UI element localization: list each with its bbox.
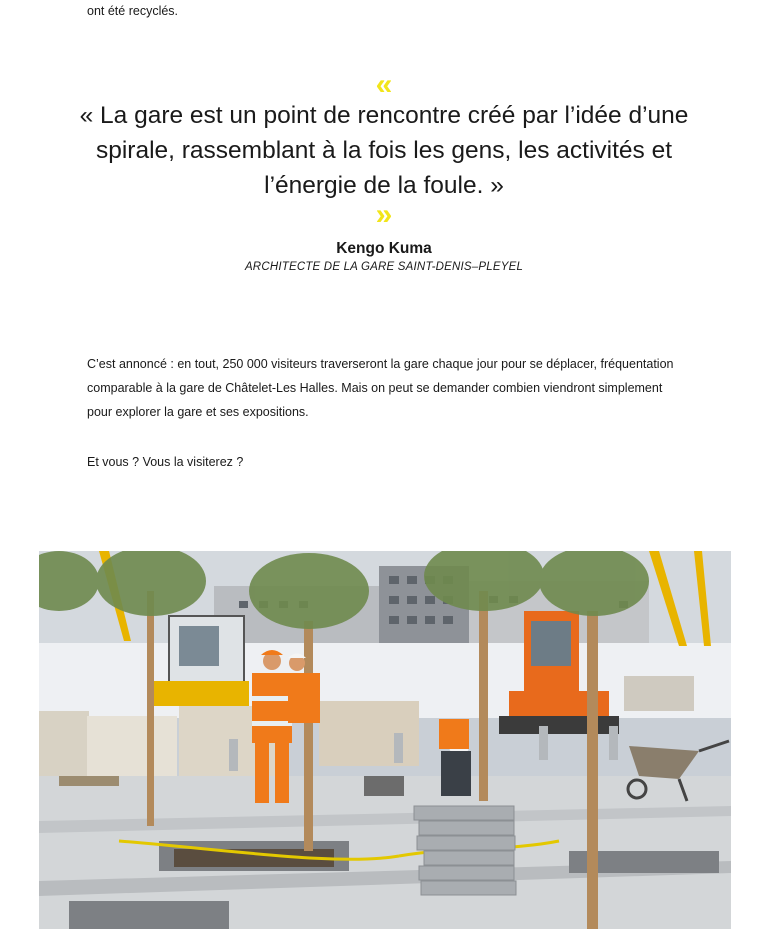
close-quote-mark: » [375, 198, 393, 231]
body-paragraph: C’est annoncé : en tout, 250 000 visiteurs traverseront la gare chaque jour pour se déplacer, fréquentation comparable à la gare de Châtelet-Les Halles. Mais on peut se demander combien viendront simplement pour explorer la gare et ses expositions. [87, 357, 674, 419]
quote-author-role: ARCHITECTE DE LA GARE SAINT-DENIS–PLEYEL [244, 261, 524, 273]
open-quote-mark: « [375, 68, 393, 101]
body-question: Et vous ? Vous la visiterez ? [87, 455, 244, 469]
construction-site-photo [39, 551, 731, 929]
pull-quote: « La gare est un point de rencontre créé par l’idée d’une spirale, rassemblant à la fois les gens, les activités et l’énergie de la foule. » [79, 102, 689, 199]
intro-text-tail: ont été recyclés. [87, 4, 179, 18]
quote-author-name: Kengo Kuma [336, 240, 432, 257]
